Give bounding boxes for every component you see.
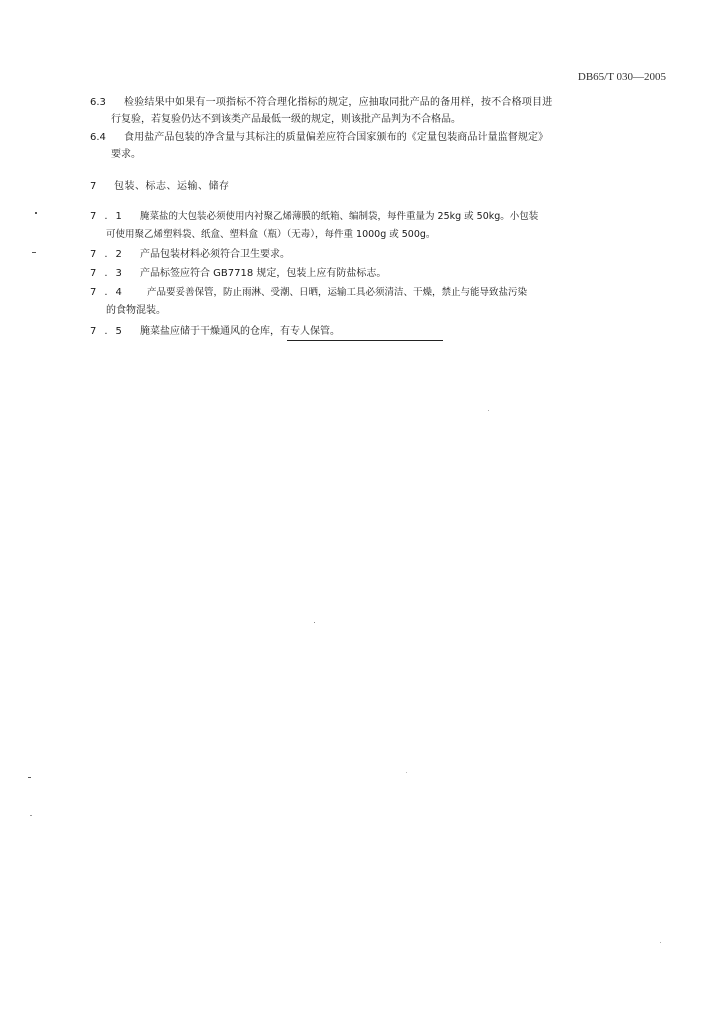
clause-number-6-3: 6.3 <box>90 97 106 108</box>
scan-speck <box>32 252 36 253</box>
clause-number-7-5: 7.5 <box>90 326 130 337</box>
clause-7-1-line-1: 腌菜盐的大包装必须使用内衬聚乙烯薄膜的纸箱、编制袋，每件重量为 25kg 或 50kg。小包装 <box>140 211 539 222</box>
clause-7-3-text: 产品标签应符合 GB7718 规定，包装上应有防盐标志。 <box>140 268 387 279</box>
clause-number-7-4: 7.4 <box>90 287 130 298</box>
clause-number-6-4: 6.4 <box>90 132 106 143</box>
document-code: DB65/T 030—2005 <box>577 71 666 83</box>
clause-7-4-line-2: 的食物混装。 <box>106 305 166 316</box>
handwritten-underline <box>287 340 443 341</box>
section-number-7: 7 <box>90 181 97 192</box>
clause-6-3-line-1: 检验结果中如果有一项指标不符合理化指标的规定，应抽取同批产品的备用样，按不合格项目进 <box>124 97 553 108</box>
clause-7-5-text: 腌菜盐应储于干燥通风的仓库，有专人保管。 <box>140 326 340 337</box>
scan-speck <box>35 212 37 214</box>
scan-speck <box>660 942 661 943</box>
scan-speck <box>314 622 315 623</box>
clause-7-1-line-2: 可使用聚乙烯塑料袋、纸盒、塑料盒（瓶）（无毒），每件重 1000g 或 500g。 <box>106 229 436 240</box>
scan-speck <box>28 777 31 778</box>
scan-speck <box>488 410 489 411</box>
clause-7-2-text: 产品包装材料必须符合卫生要求。 <box>140 249 290 260</box>
clause-6-4-line-1: 食用盐产品包装的净含量与其标注的质量偏差应符合国家颁布的《定量包装商品计量监督规定》 <box>124 132 549 143</box>
clause-number-7-2: 7.2 <box>90 249 130 260</box>
clause-number-7-3: 7.3 <box>90 268 130 279</box>
clause-number-7-1: 7.1 <box>90 211 130 222</box>
scan-speck <box>30 815 32 816</box>
clause-6-3-line-2: 行复验，若复验仍达不到该类产品最低一级的规定，则该批产品判为不合格品。 <box>111 114 461 125</box>
clause-7-4-line-1: 产品要妥善保管，防止雨淋、受潮、日晒，运输工具必须清洁、干燥，禁止与能导致盐污染 <box>147 287 528 298</box>
scan-speck <box>406 772 407 773</box>
section-7-title: 包装、标志、运输、储存 <box>114 181 230 192</box>
clause-6-4-line-2: 要求。 <box>111 149 141 160</box>
